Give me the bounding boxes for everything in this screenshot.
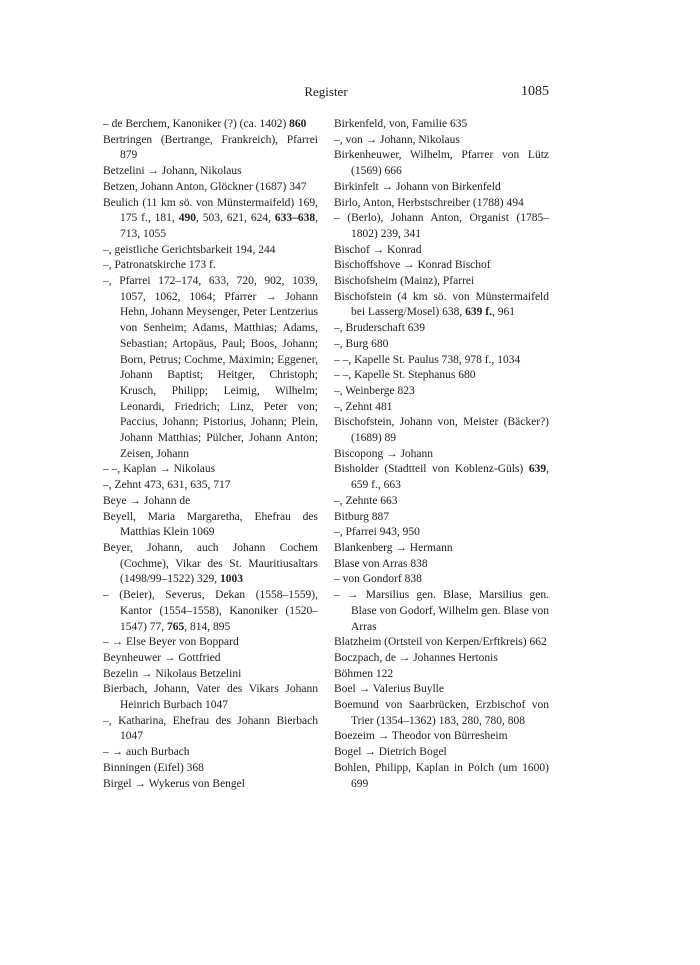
index-entry: Beynheuwer → Gottfried (103, 651, 221, 664)
index-entry: Biscopong → Johann (334, 447, 434, 460)
page-number: 1085 (521, 84, 549, 99)
index-entry: Bitburg 887 (334, 510, 390, 523)
index-entry: Blase von Arras 838 (334, 557, 428, 570)
index-entry: – (Beier), Severus, Dekan (1558–1559), Kantor (1554–1558), Kanoniker (1520–1547) 77, 765, 814, 895 (103, 589, 318, 633)
index-entry: –, Weinberge 823 (334, 384, 415, 397)
index-entry: Birlo, Anton, Herbstschreiber (1788) 494 (334, 196, 524, 209)
main-reference: 639 (528, 463, 547, 476)
index-entry: –, Zehnt 481 (334, 400, 393, 413)
index-entry: Bischoffshove → Konrad Bischof (334, 259, 491, 272)
index-entry: –, von → Johann, Nikolaus (334, 133, 460, 146)
index-entry: Bohlen, Philipp, Kaplan in Polch (um 1600) 699 (334, 761, 549, 790)
index-entry: –, Patronatskirche 173 f. (103, 259, 216, 272)
index-entry: Bischofstein (4 km sö. von Münstermaifeld bei Lasserg/Mosel) 638, 639 f., 961 (334, 290, 549, 319)
index-entry: –, Bruderschaft 639 (334, 322, 426, 335)
index-entry: Beyer, Johann, auch Johann Cochem (Cochme), Vikar des St. Mauritiusaltars (1498/99–1522) 329, 1003 (103, 541, 318, 586)
index-entry: – –, Kaplan → Nikolaus (103, 463, 216, 476)
main-reference: 1003 (219, 573, 243, 586)
running-title: Register (304, 84, 348, 99)
main-reference: 633–638 (274, 212, 316, 225)
index-entry: – –, Kapelle St. Stephanus 680 (334, 369, 476, 382)
index-entry: Boezeim → Theodor von Bürresheim (334, 730, 508, 743)
index-entry: Bierbach, Johann, Vater des Vikars Johann Heinrich Burbach 1047 (103, 683, 318, 712)
index-entry: Bertringen (Bertrange, Frankreich), Pfarrei 879 (103, 133, 318, 162)
index-entry: Betzen, Johann Anton, Glöckner (1687) 347 (103, 180, 307, 193)
index-entry: Beulich (11 km sö. von Münstermaifeld) 169, 175 f., 181, 490, 503, 621, 624, 633–638, 713, 1055 (103, 196, 318, 240)
index-entry: –, Zehnte 663 (334, 494, 398, 507)
index-column-right (334, 117, 549, 792)
index-entry: –, Pfarrei 943, 950 (334, 526, 420, 539)
index-entry: Beye → Johann de (103, 494, 191, 507)
index-entry: Böhmen 122 (334, 667, 394, 680)
index-entry: – → Marsilius gen. Blase, Marsilius gen. Blase von Godorf, Wilhelm gen. Blase von Arras (334, 589, 549, 633)
index-entry: Blankenberg → Hermann (334, 541, 453, 554)
main-reference: 490 (178, 212, 196, 225)
index-column-left (103, 117, 318, 792)
index-entry: Bischof → Konrad (334, 243, 422, 256)
index-entry: Binningen (Eifel) 368 (103, 761, 204, 774)
index-entry: –, Zehnt 473, 631, 635, 717 (103, 479, 231, 492)
index-entry: Bisholder (Stadtteil von Koblenz-Güls) 639, 659 f., 663 (334, 463, 549, 492)
index-entry: Birkenheuwer, Wilhelm, Pfarrer von Lütz (1569) 666 (334, 149, 549, 178)
index-entry: Bischofstein, Johann von, Meister (Bäcker?) (1689) 89 (334, 416, 549, 445)
index-entry: – (Berlo), Johann Anton, Organist (1785–1802) 239, 341 (334, 212, 549, 240)
index-entry: –, geistliche Gerichtsbarkeit 194, 244 (103, 243, 276, 256)
main-reference: 765 (166, 620, 185, 633)
index-entry: –, Burg 680 (334, 337, 389, 350)
index-entry: – von Gondorf 838 (334, 573, 422, 586)
index-entry: Boczpach, de → Johannes Hertonis (334, 651, 498, 664)
index-entry: – → auch Burbach (103, 746, 190, 759)
index-entry: Birgel → Wykerus von Bengel (103, 777, 245, 790)
index-entry: – → Else Beyer von Boppard (103, 636, 239, 649)
index-entry: Boemund von Saarbrücken, Erzbischof von Trier (1354–1362) 183, 280, 780, 808 (334, 699, 549, 727)
index-entry: Birkinfelt → Johann von Birkenfeld (334, 180, 501, 193)
page-header (103, 84, 549, 104)
main-reference: 639 f. (465, 306, 492, 319)
index-entry: –, Katharina, Ehefrau des Johann Bierbach 1047 (103, 714, 318, 743)
index-entry: –, Pfarrei 172–174, 633, 720, 902, 1039, 1057, 1062, 1064; Pfarrer → Johann Hehn, Johann Meysenger, Peter Lentzerius von Senheim; Adams, Matthias; Adams, Sebastian; Artopäus, Paul; Boos, Johann; Born, Petrus; Cochme, Maximin; Eggener, Johann Baptist; Heitger, Christoph; Krusch, Philipp; Leimig, Wilhelm; Leonardi, Friedrich; Linz, Peter von; Paccius, Johann; Pistorius, Johann; Plein, Johann Matthias; Pülcher, Johann Anton; Zeisen, Johann (103, 275, 318, 460)
index-entry: Birkenfeld, von, Familie 635 (334, 118, 468, 130)
index-entry: – –, Kapelle St. Paulus 738, 978 f., 1034 (334, 353, 521, 366)
index-entry: Bezelin → Nikolaus Betzelini (103, 667, 242, 680)
index-entry: – de Berchem, Kanoniker (?) (ca. 1402) 860 (103, 118, 307, 130)
index-entry: Bischofsheim (Mainz), Pfarrei (334, 275, 475, 288)
index-entry: Blatzheim (Ortsteil von Kerpen/Erftkreis) 662 (334, 636, 547, 649)
index-entry: Bogel → Dietrich Bogel (334, 746, 447, 759)
main-reference: 860 (289, 118, 307, 130)
index-entry: Beyell, Maria Margaretha, Ehefrau des Matthias Klein 1069 (103, 510, 318, 539)
index-entry: Betzelini → Johann, Nikolaus (103, 165, 242, 178)
index-entry: Boel → Valerius Buylle (334, 683, 444, 696)
